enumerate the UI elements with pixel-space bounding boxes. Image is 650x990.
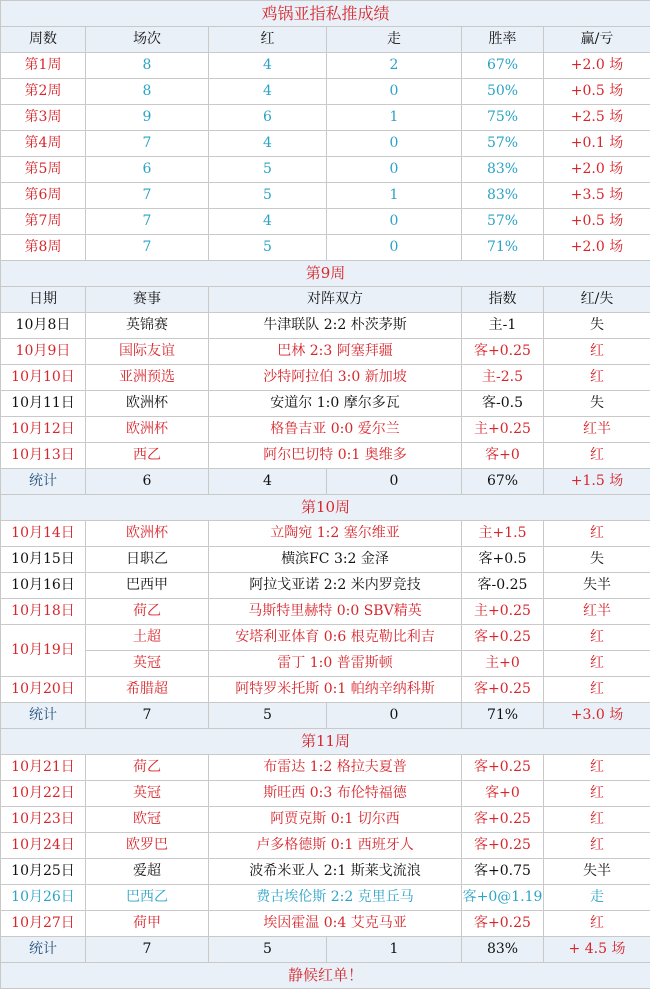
push-count: 0: [327, 79, 462, 105]
match-teams: 布雷达 1:2 格拉夫夏普: [209, 755, 462, 781]
match-date: 10月25日: [1, 859, 86, 885]
push-count: 1: [327, 183, 462, 209]
stats-win: 5: [209, 937, 327, 963]
match-row: [1, 651, 650, 677]
match-teams: 安塔利亚体育 0:6 根克勒比利吉: [209, 625, 462, 651]
match-odds: 客+0@1.19: [462, 885, 544, 911]
match-league: 爱超: [86, 859, 209, 885]
win-count: 4: [209, 209, 327, 235]
match-odds: 客+0.25: [462, 755, 544, 781]
section-title: 第11周: [1, 729, 650, 755]
week-summary-row: [1, 209, 650, 235]
section-title-row: [1, 261, 650, 287]
section-title-row: [1, 495, 650, 521]
match-league: 西乙: [86, 443, 209, 469]
match-row: [1, 807, 650, 833]
match-row: [1, 599, 650, 625]
push-count: 0: [327, 209, 462, 235]
games-count: 7: [86, 209, 209, 235]
games-count: 7: [86, 235, 209, 261]
match-league: 欧洲杯: [86, 417, 209, 443]
match-result: 红: [544, 677, 650, 703]
win-rate: 83%: [462, 183, 544, 209]
header-league: 赛事: [86, 287, 209, 313]
header-result: 红/失: [544, 287, 650, 313]
stats-label: 统计: [1, 703, 86, 729]
profit-value: +0.5 场: [544, 79, 650, 105]
header-odds: 指数: [462, 287, 544, 313]
match-result: 红: [544, 807, 650, 833]
match-league: 英冠: [86, 651, 209, 677]
match-odds: 客+0.25: [462, 807, 544, 833]
match-result: 失半: [544, 859, 650, 885]
results-table-body: [1, 1, 650, 989]
match-row: [1, 339, 650, 365]
match-row: [1, 573, 650, 599]
match-date: 10月22日: [1, 781, 86, 807]
match-odds: 客+0.25: [462, 833, 544, 859]
match-result: 红: [544, 755, 650, 781]
match-date: 10月16日: [1, 573, 86, 599]
push-count: 2: [327, 53, 462, 79]
summary-header-row: [1, 27, 650, 53]
match-odds: 客+0.25: [462, 339, 544, 365]
match-league: 欧罗巴: [86, 833, 209, 859]
match-row: [1, 625, 650, 651]
win-rate: 50%: [462, 79, 544, 105]
stats-games: 7: [86, 937, 209, 963]
match-league: 巴西乙: [86, 885, 209, 911]
match-date: 10月19日: [1, 625, 86, 677]
push-count: 0: [327, 235, 462, 261]
match-teams: 波希米亚人 2:1 斯莱戈流浪: [209, 859, 462, 885]
win-count: 6: [209, 105, 327, 131]
stats-rate: 83%: [462, 937, 544, 963]
match-league: 欧冠: [86, 807, 209, 833]
match-league: 英冠: [86, 781, 209, 807]
stats-profit: +3.0 场: [544, 703, 650, 729]
match-date: 10月15日: [1, 547, 86, 573]
match-odds: 客+0.25: [462, 677, 544, 703]
match-teams: 安道尔 1:0 摩尔多瓦: [209, 391, 462, 417]
games-count: 7: [86, 183, 209, 209]
match-row: [1, 365, 650, 391]
match-league: 欧洲杯: [86, 521, 209, 547]
match-result: 红: [544, 339, 650, 365]
games-count: 9: [86, 105, 209, 131]
week-label: 第2周: [1, 79, 86, 105]
week-summary-row: [1, 183, 650, 209]
match-teams: 横滨FC 3:2 金泽: [209, 547, 462, 573]
week-label: 第1周: [1, 53, 86, 79]
match-result: 失半: [544, 573, 650, 599]
footer-row: [1, 963, 650, 989]
match-teams: 阿拉戈亚诺 2:2 米内罗竞技: [209, 573, 462, 599]
stats-push: 1: [327, 937, 462, 963]
win-count: 5: [209, 235, 327, 261]
header-rate: 胜率: [462, 27, 544, 53]
stats-games: 6: [86, 469, 209, 495]
stats-label: 统计: [1, 469, 86, 495]
match-row: [1, 391, 650, 417]
profit-value: +2.0 场: [544, 157, 650, 183]
week-label: 第5周: [1, 157, 86, 183]
match-odds: 客+0: [462, 781, 544, 807]
push-count: 0: [327, 131, 462, 157]
match-result: 红: [544, 625, 650, 651]
win-rate: 67%: [462, 53, 544, 79]
games-count: 8: [86, 53, 209, 79]
match-result: 失: [544, 391, 650, 417]
section-stats-row: [1, 937, 650, 963]
week-summary-row: [1, 79, 650, 105]
profit-value: +0.1 场: [544, 131, 650, 157]
match-row: [1, 833, 650, 859]
match-date: 10月11日: [1, 391, 86, 417]
section-title: 第10周: [1, 495, 650, 521]
stats-profit: +1.5 场: [544, 469, 650, 495]
win-rate: 71%: [462, 235, 544, 261]
header-win: 红: [209, 27, 327, 53]
match-date: 10月9日: [1, 339, 86, 365]
match-result: 失: [544, 547, 650, 573]
detail-header-row: [1, 287, 650, 313]
match-teams: 牛津联队 2:2 朴茨茅斯: [209, 313, 462, 339]
match-row: [1, 859, 650, 885]
match-odds: 客+0: [462, 443, 544, 469]
profit-value: +2.0 场: [544, 53, 650, 79]
win-rate: 83%: [462, 157, 544, 183]
section-title-row: [1, 729, 650, 755]
match-league: 巴西甲: [86, 573, 209, 599]
profit-value: +2.5 场: [544, 105, 650, 131]
match-teams: 沙特阿拉伯 3:0 新加坡: [209, 365, 462, 391]
page-title: 鸡锅亚指私推成绩: [1, 1, 650, 27]
match-date: 10月20日: [1, 677, 86, 703]
stats-rate: 71%: [462, 703, 544, 729]
match-odds: 客+0.25: [462, 625, 544, 651]
match-league: 荷乙: [86, 599, 209, 625]
match-date: 10月18日: [1, 599, 86, 625]
match-row: [1, 521, 650, 547]
week-summary-row: [1, 157, 650, 183]
match-date: 10月10日: [1, 365, 86, 391]
week-label: 第7周: [1, 209, 86, 235]
profit-value: +3.5 场: [544, 183, 650, 209]
match-teams: 巴林 2:3 阿塞拜疆: [209, 339, 462, 365]
match-date: 10月12日: [1, 417, 86, 443]
match-odds: 主+0: [462, 651, 544, 677]
match-league: 日职乙: [86, 547, 209, 573]
win-count: 4: [209, 53, 327, 79]
match-result: 红半: [544, 599, 650, 625]
match-league: 亚洲预选: [86, 365, 209, 391]
match-teams: 埃因霍温 0:4 艾克马亚: [209, 911, 462, 937]
footer-note: 静候红单！: [1, 963, 650, 989]
match-row: [1, 547, 650, 573]
match-teams: 马斯特里赫特 0:0 SBV精英: [209, 599, 462, 625]
stats-win: 4: [209, 469, 327, 495]
match-teams: 斯旺西 0:3 布伦特福德: [209, 781, 462, 807]
match-teams: 卢多格德斯 0:1 西班牙人: [209, 833, 462, 859]
match-row: [1, 417, 650, 443]
week-label: 第4周: [1, 131, 86, 157]
week-summary-row: [1, 131, 650, 157]
match-teams: 格鲁吉亚 0:0 爱尔兰: [209, 417, 462, 443]
match-date: 10月23日: [1, 807, 86, 833]
match-row: [1, 677, 650, 703]
stats-push: 0: [327, 469, 462, 495]
profit-value: +0.5 场: [544, 209, 650, 235]
match-teams: 阿特罗米托斯 0:1 帕纳辛纳科斯: [209, 677, 462, 703]
week-summary-row: [1, 105, 650, 131]
push-count: 1: [327, 105, 462, 131]
stats-win: 5: [209, 703, 327, 729]
stats-push: 0: [327, 703, 462, 729]
section-stats-row: [1, 469, 650, 495]
match-date: 10月26日: [1, 885, 86, 911]
win-count: 5: [209, 157, 327, 183]
match-teams: 阿尔巴切特 0:1 奥维多: [209, 443, 462, 469]
match-teams: 费古埃伦斯 2:2 克里丘马: [209, 885, 462, 911]
stats-rate: 67%: [462, 469, 544, 495]
section-title: 第9周: [1, 261, 650, 287]
match-result: 红半: [544, 417, 650, 443]
match-date: 10月27日: [1, 911, 86, 937]
win-count: 4: [209, 131, 327, 157]
match-odds: 主-2.5: [462, 365, 544, 391]
match-date: 10月13日: [1, 443, 86, 469]
match-teams: 立陶宛 1:2 塞尔维亚: [209, 521, 462, 547]
push-count: 0: [327, 157, 462, 183]
match-date: 10月8日: [1, 313, 86, 339]
header-games: 场次: [86, 27, 209, 53]
header-push: 走: [327, 27, 462, 53]
match-league: 希腊超: [86, 677, 209, 703]
match-result: 红: [544, 443, 650, 469]
match-league: 英锦赛: [86, 313, 209, 339]
match-odds: 主+1.5: [462, 521, 544, 547]
games-count: 8: [86, 79, 209, 105]
stats-label: 统计: [1, 937, 86, 963]
header-match: 对阵双方: [209, 287, 462, 313]
match-league: 荷乙: [86, 755, 209, 781]
match-odds: 客-0.5: [462, 391, 544, 417]
match-league: 国际友谊: [86, 339, 209, 365]
win-rate: 75%: [462, 105, 544, 131]
match-row: [1, 755, 650, 781]
match-result: 红: [544, 651, 650, 677]
week-label: 第3周: [1, 105, 86, 131]
match-teams: 阿贾克斯 0:1 切尔西: [209, 807, 462, 833]
match-result: 红: [544, 781, 650, 807]
match-result: 走: [544, 885, 650, 911]
match-date: 10月14日: [1, 521, 86, 547]
match-league: 荷甲: [86, 911, 209, 937]
match-odds: 主-1: [462, 313, 544, 339]
match-odds: 客-0.25: [462, 573, 544, 599]
match-teams: 雷丁 1:0 普雷斯顿: [209, 651, 462, 677]
match-result: 红: [544, 833, 650, 859]
header-profit: 赢/亏: [544, 27, 650, 53]
match-row: [1, 885, 650, 911]
match-row: [1, 781, 650, 807]
profit-value: +2.0 场: [544, 235, 650, 261]
header-date: 日期: [1, 287, 86, 313]
win-rate: 57%: [462, 131, 544, 157]
match-result: 失: [544, 313, 650, 339]
match-result: 红: [544, 521, 650, 547]
week-summary-row: [1, 235, 650, 261]
section-stats-row: [1, 703, 650, 729]
match-row: [1, 443, 650, 469]
match-row: [1, 911, 650, 937]
match-odds: 客+0.25: [462, 911, 544, 937]
match-league: 欧洲杯: [86, 391, 209, 417]
win-count: 4: [209, 79, 327, 105]
match-date: 10月24日: [1, 833, 86, 859]
games-count: 6: [86, 157, 209, 183]
match-date: 10月21日: [1, 755, 86, 781]
win-count: 5: [209, 183, 327, 209]
match-odds: 客+0.75: [462, 859, 544, 885]
week-label: 第6周: [1, 183, 86, 209]
games-count: 7: [86, 131, 209, 157]
match-league: 土超: [86, 625, 209, 651]
week-summary-row: [1, 53, 650, 79]
header-week: 周数: [1, 27, 86, 53]
match-odds: 主+0.25: [462, 599, 544, 625]
win-rate: 57%: [462, 209, 544, 235]
stats-profit: + 4.5 场: [544, 937, 650, 963]
match-odds: 主+0.25: [462, 417, 544, 443]
week-label: 第8周: [1, 235, 86, 261]
stats-games: 7: [86, 703, 209, 729]
match-result: 红: [544, 365, 650, 391]
match-result: 红: [544, 911, 650, 937]
match-odds: 客+0.5: [462, 547, 544, 573]
match-row: [1, 313, 650, 339]
